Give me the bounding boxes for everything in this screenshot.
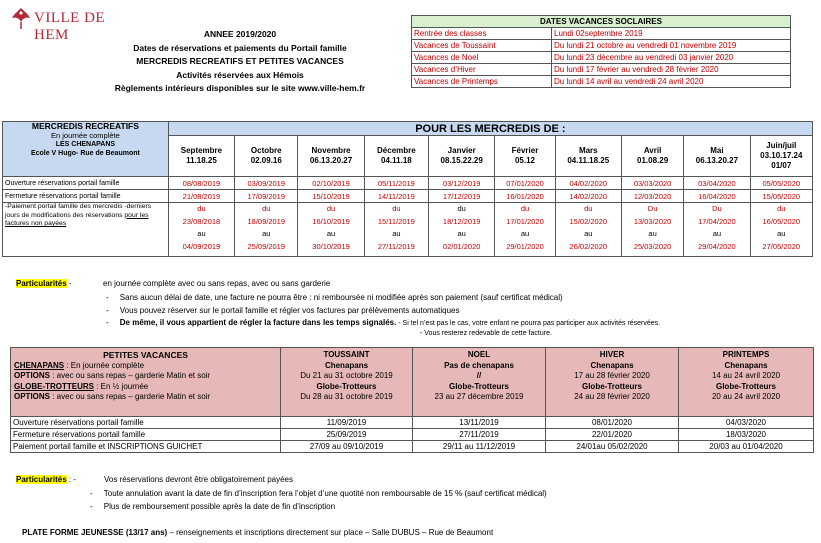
mercredis-location: Ecole V Hugo- Rue de Beaumont: [30, 150, 140, 157]
paiement-period: [684, 203, 750, 257]
fermeture-date: 14/11/2019: [364, 190, 428, 203]
particularites-dash: : -: [66, 475, 77, 484]
paiement-from: 17/04/2020: [698, 216, 736, 226]
column-name: NOEL: [467, 350, 491, 359]
paiement-from: 18/12/2019: [442, 216, 481, 226]
petites-vacances-title: PETITES VACANCES: [103, 350, 188, 360]
column-line: 17 au 28 février 2020: [574, 371, 650, 380]
ouverture-label: Ouverture réservations portail famille: [3, 177, 169, 190]
ouverture-date: 05/05/2020: [750, 177, 812, 190]
column-line: Globe-Trotteurs: [316, 381, 377, 391]
particularites-line-text: Sans aucun délai de date, une facture ne pourra être : ni remboursée ni modifiée après son paiement (sauf certificat médical): [119, 293, 563, 302]
table-row: [11, 441, 814, 453]
particularites-mercredis: [16, 278, 72, 289]
row-value: 13/11/2019: [413, 417, 546, 429]
page-header: [70, 28, 410, 96]
fermeture-date: 15/10/2019: [298, 190, 364, 203]
logo-text: VILLE DE HEM: [34, 10, 106, 43]
row-value: 29/11 au 11/12/2019: [413, 441, 546, 453]
particularites-label: Particularités: [16, 475, 67, 484]
paiement-from: 23/08/2018: [182, 216, 221, 226]
particularites-line: - De même, il vous appartient de régler la facture dans les temps signalés. - Si tel n’est pas le cas, votre enfant ne pourra pas participer aux activités réservées.: [106, 318, 661, 327]
month-header: [621, 136, 683, 177]
month-name: Septembre: [180, 146, 223, 155]
column-line: //: [476, 371, 482, 380]
header-year: ANNEE 2019/2020: [203, 29, 277, 39]
column-line: Chenapans: [724, 360, 768, 370]
vacances-label: Vacances de Printemps: [412, 76, 552, 88]
vacances-dates: Lundi 02septembre 2019: [552, 28, 791, 40]
petites-vacances-header: [11, 348, 281, 417]
ouverture-date: 02/10/2019: [298, 177, 364, 190]
mercredis-group: LES CHENAPANS: [55, 141, 116, 148]
fermeture-date: 16/04/2020: [684, 190, 750, 203]
paiement-to: 29/04/2020: [698, 241, 736, 251]
globe-trotteurs-line: [14, 382, 277, 393]
month-name: Novembre: [311, 146, 351, 155]
vacances-label: Vacances de Noel: [412, 52, 552, 64]
paiement-from: 16/10/2019: [312, 216, 350, 226]
paiement-to: 26/02/2020: [569, 241, 608, 251]
options-label: OPTIONS: [14, 392, 51, 401]
paiement-au: au: [392, 229, 401, 238]
particularites-bold: De même, il vous appartient de régler la facture dans les temps signalés.: [119, 318, 397, 327]
month-days: 06.13.20.27: [309, 156, 353, 165]
paiement-au: au: [777, 229, 786, 238]
fermeture-date: 17/09/2019: [235, 190, 298, 203]
row-label: Paiement portail famille et INSCRIPTIONS GUICHET: [11, 441, 281, 453]
particularites-dash: -: [66, 279, 72, 288]
paiement-au: au: [584, 229, 593, 238]
column-name: HIVER: [599, 350, 625, 359]
fermeture-date: 21/08/2019: [168, 190, 234, 203]
vacances-dates: Du lundi 23 décembre au vendredi 03 janvier 2020: [552, 52, 791, 64]
paiement-du: Du: [647, 204, 658, 213]
particularites-small: - Si tel n’est pas le cas, votre enfant ne pourra pas participer aux activités réservées.: [396, 320, 661, 327]
row-value: 24/01au 05/02/2020: [546, 441, 679, 453]
pour-les-mercredis-heading: POUR LES MERCREDIS DE :: [168, 122, 812, 136]
paiement-period: [621, 203, 683, 257]
globe-trotteurs-label: GLOBE-TROTTEURS: [14, 381, 94, 391]
noel-column-header: [413, 348, 546, 417]
paiement-from: 13/03/2020: [633, 216, 672, 226]
mercredis-title: MERCREDIS RECREATIFS: [31, 121, 139, 131]
column-line: 20 au 24 avril 2020: [711, 392, 781, 401]
paiement-from: 17/01/2020: [506, 216, 544, 226]
month-name: Mai: [710, 146, 724, 155]
particularites-line-text: Toute annulation avant la date de fin d’inscription fera l’objet d’une quotité non remboursable de 15 % (sauf certificat médical): [103, 489, 547, 498]
month-name: Février: [511, 146, 539, 155]
column-name: PRINTEMPS: [722, 350, 770, 359]
header-line-4: Activités réservées aux Hémois: [176, 69, 304, 80]
ouverture-date: 03/09/2019: [235, 177, 298, 190]
paiement-au: au: [262, 229, 271, 238]
particularites-line: - Toute annulation avant la date de fin d’inscription fera l’objet d’une quotité non remboursable de 15 % (sauf certificat médical): [90, 489, 547, 498]
month-days: 05.12: [514, 156, 535, 165]
paiement-au: au: [457, 229, 466, 238]
row-value: 18/03/2020: [679, 429, 814, 441]
table-row: [412, 76, 791, 88]
particularites-line: - Sans aucun délai de date, une facture ne pourra être : ni remboursée ni modifiée après son paiement (sauf certificat médical): [106, 293, 563, 302]
month-header: [684, 136, 750, 177]
globe-trotteurs-text: : En ½ journée: [94, 381, 149, 391]
ouverture-date: 08/08/2019: [168, 177, 234, 190]
paiement-to: 02/01/2020: [442, 241, 481, 251]
particularites-line: en journée complète avec ou sans repas, avec ou sans garderie: [103, 279, 331, 288]
paiement-to: 25/09/2019: [247, 241, 286, 251]
row-value: 11/09/2019: [281, 417, 413, 429]
options-label: OPTIONS: [14, 371, 51, 380]
table-row: [3, 203, 813, 257]
row-value: 22/01/2020: [546, 429, 679, 441]
column-line: Globe-Trotteurs: [448, 381, 509, 391]
vacances-label: Vacances d’Hiver: [412, 64, 552, 76]
column-line: Chenapans: [590, 360, 634, 370]
particularites-label: Particularités: [16, 279, 67, 288]
chenapans-label: CHENAPANS: [14, 360, 65, 370]
particularites-line-text: Plus de remboursement possible après la date de fin d’inscription: [103, 502, 336, 511]
paiement-label-text: -Paiement portail famille des mercredis -derniers jours de modifications des réservations: [5, 203, 152, 219]
month-header: [168, 136, 234, 177]
header-line-3: MERCREDIS RECREATIFS ET PETITES VACANCES: [136, 56, 344, 66]
column-line: Du 21 au 31 octobre 2019: [300, 371, 393, 380]
paiement-to: 27/11/2019: [377, 241, 415, 251]
paiement-label: [3, 203, 169, 257]
table-row: [11, 417, 814, 429]
paiement-au: au: [712, 229, 722, 238]
paiement-from: 15/02/2020: [569, 216, 608, 226]
mercredis-header: [3, 122, 169, 177]
vacances-dates: Du lundi 21 octobre au vendredi 01 novembre 2019: [552, 40, 791, 52]
paiement-au: au: [326, 229, 336, 238]
paiement-period: [364, 203, 428, 257]
paiement-du: du: [584, 204, 593, 213]
paiement-du: du: [326, 204, 336, 213]
row-value: 27/11/2019: [413, 429, 546, 441]
fermeture-date: 14/02/2020: [555, 190, 621, 203]
paiement-period: [495, 203, 555, 257]
month-name: Mars: [578, 146, 598, 155]
month-days: 06.13.20.27: [695, 156, 739, 165]
fermeture-date: 16/01/2020: [495, 190, 555, 203]
row-label: Fermeture réservations portail famille: [11, 429, 281, 441]
table-row: [412, 52, 791, 64]
paiement-from: 15/11/2019: [377, 216, 415, 226]
month-days: 08.15.22.29: [440, 156, 483, 165]
particularites-line: Vos réservations devront être obligatoirement payées: [104, 475, 293, 484]
paiement-du: du: [457, 204, 466, 213]
table-row: [11, 348, 814, 417]
vacances-dates: Du lundi 14 avril au vendredi 24 avril 2020: [552, 76, 791, 88]
column-line: Chenapans: [324, 360, 369, 370]
paiement-period: [555, 203, 621, 257]
paiement-au: au: [648, 229, 657, 238]
ouverture-date: 03/03/2020: [621, 177, 683, 190]
table-row: [412, 28, 791, 40]
header-line-2: Dates de réservations et paiements du Portail famille: [133, 42, 347, 53]
month-name: Octobre: [250, 146, 282, 155]
vacances-scolaires-table: [411, 15, 791, 88]
particularites-line: - Vous pouvez réserver sur le portail famille et régler vos factures par prélèvements automatiques: [106, 306, 460, 315]
paiement-to: 29/01/2020: [506, 241, 544, 251]
toussaint-column-header: [281, 348, 413, 417]
paiement-to: 25/03/2020: [633, 241, 672, 251]
row-value: 20/03 au 01/04/2020: [679, 441, 814, 453]
particularites-small-line: - Vous resterez redevable de cette facture.: [420, 330, 552, 337]
month-days: 04.11.18: [381, 156, 412, 165]
footer-bold: PLATE FORME JEUNESSE (13/17 ans): [22, 528, 168, 537]
vacances-label: Rentrée des classes: [412, 28, 552, 40]
month-days: 03.10.17.24 01/07: [760, 151, 803, 170]
table-row: [412, 40, 791, 52]
month-header: [429, 136, 495, 177]
column-line: Globe-Trotteurs: [581, 381, 642, 391]
month-name: Décembre: [377, 146, 416, 155]
month-header: [555, 136, 621, 177]
ouverture-date: 03/12/2019: [429, 177, 495, 190]
mercredis-subtitle: En journée complète: [51, 131, 120, 140]
row-value: 08/01/2020: [546, 417, 679, 429]
fermeture-date: 15/05/2020: [750, 190, 812, 203]
fermeture-date: 12/03/2020: [621, 190, 683, 203]
month-header: [750, 136, 812, 177]
paiement-to: 27/05/2020: [762, 241, 801, 251]
paiement-label-underline: pour les factures non payées: [5, 211, 149, 227]
column-line: 14 au 24 avril 2020: [711, 371, 781, 380]
month-days: 11.18.25: [186, 156, 217, 165]
month-days: 01.08.29: [637, 156, 669, 165]
paiement-from: 16/05/2020: [762, 216, 801, 226]
particularites-vacances: [16, 474, 76, 485]
fermeture-label: Fermeture réservations portail famille: [3, 190, 169, 203]
month-name: Janvier: [447, 146, 476, 155]
chenapans-text: : En journée complète: [64, 360, 145, 370]
month-header: [364, 136, 428, 177]
printemps-column-header: [679, 348, 814, 417]
month-header: [298, 136, 364, 177]
paiement-du: du: [520, 204, 530, 213]
hem-emblem-icon: [10, 6, 32, 30]
table-row: [3, 190, 813, 203]
ouverture-date: 04/02/2020: [555, 177, 621, 190]
row-value: 25/09/2019: [281, 429, 413, 441]
vacances-label: Vacances de Toussaint: [412, 40, 552, 52]
table-row: [412, 64, 791, 76]
particularites-line: - Plus de remboursement possible après la date de fin d’inscription: [90, 502, 336, 511]
paiement-du: du: [777, 204, 786, 213]
paiement-period: [429, 203, 495, 257]
column-line: Pas de chenapans: [444, 360, 514, 370]
hiver-column-header: [546, 348, 679, 417]
month-name: Avril: [643, 146, 662, 155]
column-line: 24 au 28 février 2020: [574, 392, 650, 401]
column-line: 23 au 27 décembre 2019: [434, 392, 524, 401]
paiement-to: 30/10/2019: [312, 241, 350, 251]
row-value: 27/09 au 09/10/2019: [281, 441, 413, 453]
petites-vacances-table: [10, 347, 814, 453]
particularites-line-text: Vous pouvez réserver sur le portail famille et régler vos factures par prélèvements automatiques: [119, 306, 460, 315]
paiement-period: [235, 203, 298, 257]
paiement-from: 18/09/2019: [247, 216, 286, 226]
header-line-5: Règlements intérieurs disponibles sur le site www.ville-hem.fr: [114, 83, 366, 93]
column-line: Globe-Trotteurs: [715, 381, 776, 391]
vacances-dates: Du lundi 17 février au vendredi 28 février 2020: [552, 64, 791, 76]
paiement-du: du: [392, 204, 401, 213]
month-header: [235, 136, 298, 177]
options-line: [14, 371, 277, 382]
table-row: [3, 177, 813, 190]
paiement-to: 04/09/2019: [182, 241, 221, 251]
ouverture-date: 07/01/2020: [495, 177, 555, 190]
paiement-du: du: [197, 204, 206, 213]
month-header: [495, 136, 555, 177]
row-label: Ouverture réservations portail famille: [11, 417, 281, 429]
paiement-period: [750, 203, 812, 257]
column-line: Du 28 au 31 octobre 2019: [300, 392, 393, 401]
paiement-du: Du: [712, 204, 722, 213]
plate-forme-jeunesse: [22, 528, 493, 537]
table-row: [11, 429, 814, 441]
footer-text: – renseignements et inscriptions directement sur place – Salle DUBUS – Rue de Beaumont: [167, 528, 494, 537]
month-name: Juin/juil: [766, 141, 797, 150]
paiement-period: [298, 203, 364, 257]
paiement-au: au: [197, 229, 206, 238]
vacances-title: DATES VACANCES SOCLAIRES: [412, 16, 791, 28]
ouverture-date: 05/11/2019: [364, 177, 428, 190]
column-name: TOUSSAINT: [323, 350, 370, 359]
fermeture-date: 17/12/2019: [429, 190, 495, 203]
options-line: [14, 392, 277, 403]
row-value: 04/03/2020: [679, 417, 814, 429]
month-days: 02.09.16: [250, 156, 282, 165]
ouverture-date: 03/04/2020: [684, 177, 750, 190]
mercredis-table: [2, 121, 813, 257]
options-text: : avec ou sans repas – garderie Matin et soir: [50, 371, 211, 380]
month-days: 04.11.18.25: [567, 156, 610, 165]
paiement-du: du: [262, 204, 271, 213]
options-text: : avec ou sans repas – garderie Matin et soir: [50, 392, 211, 401]
paiement-period: [168, 203, 234, 257]
paiement-au: au: [520, 229, 530, 238]
chenapans-line: [14, 361, 277, 372]
